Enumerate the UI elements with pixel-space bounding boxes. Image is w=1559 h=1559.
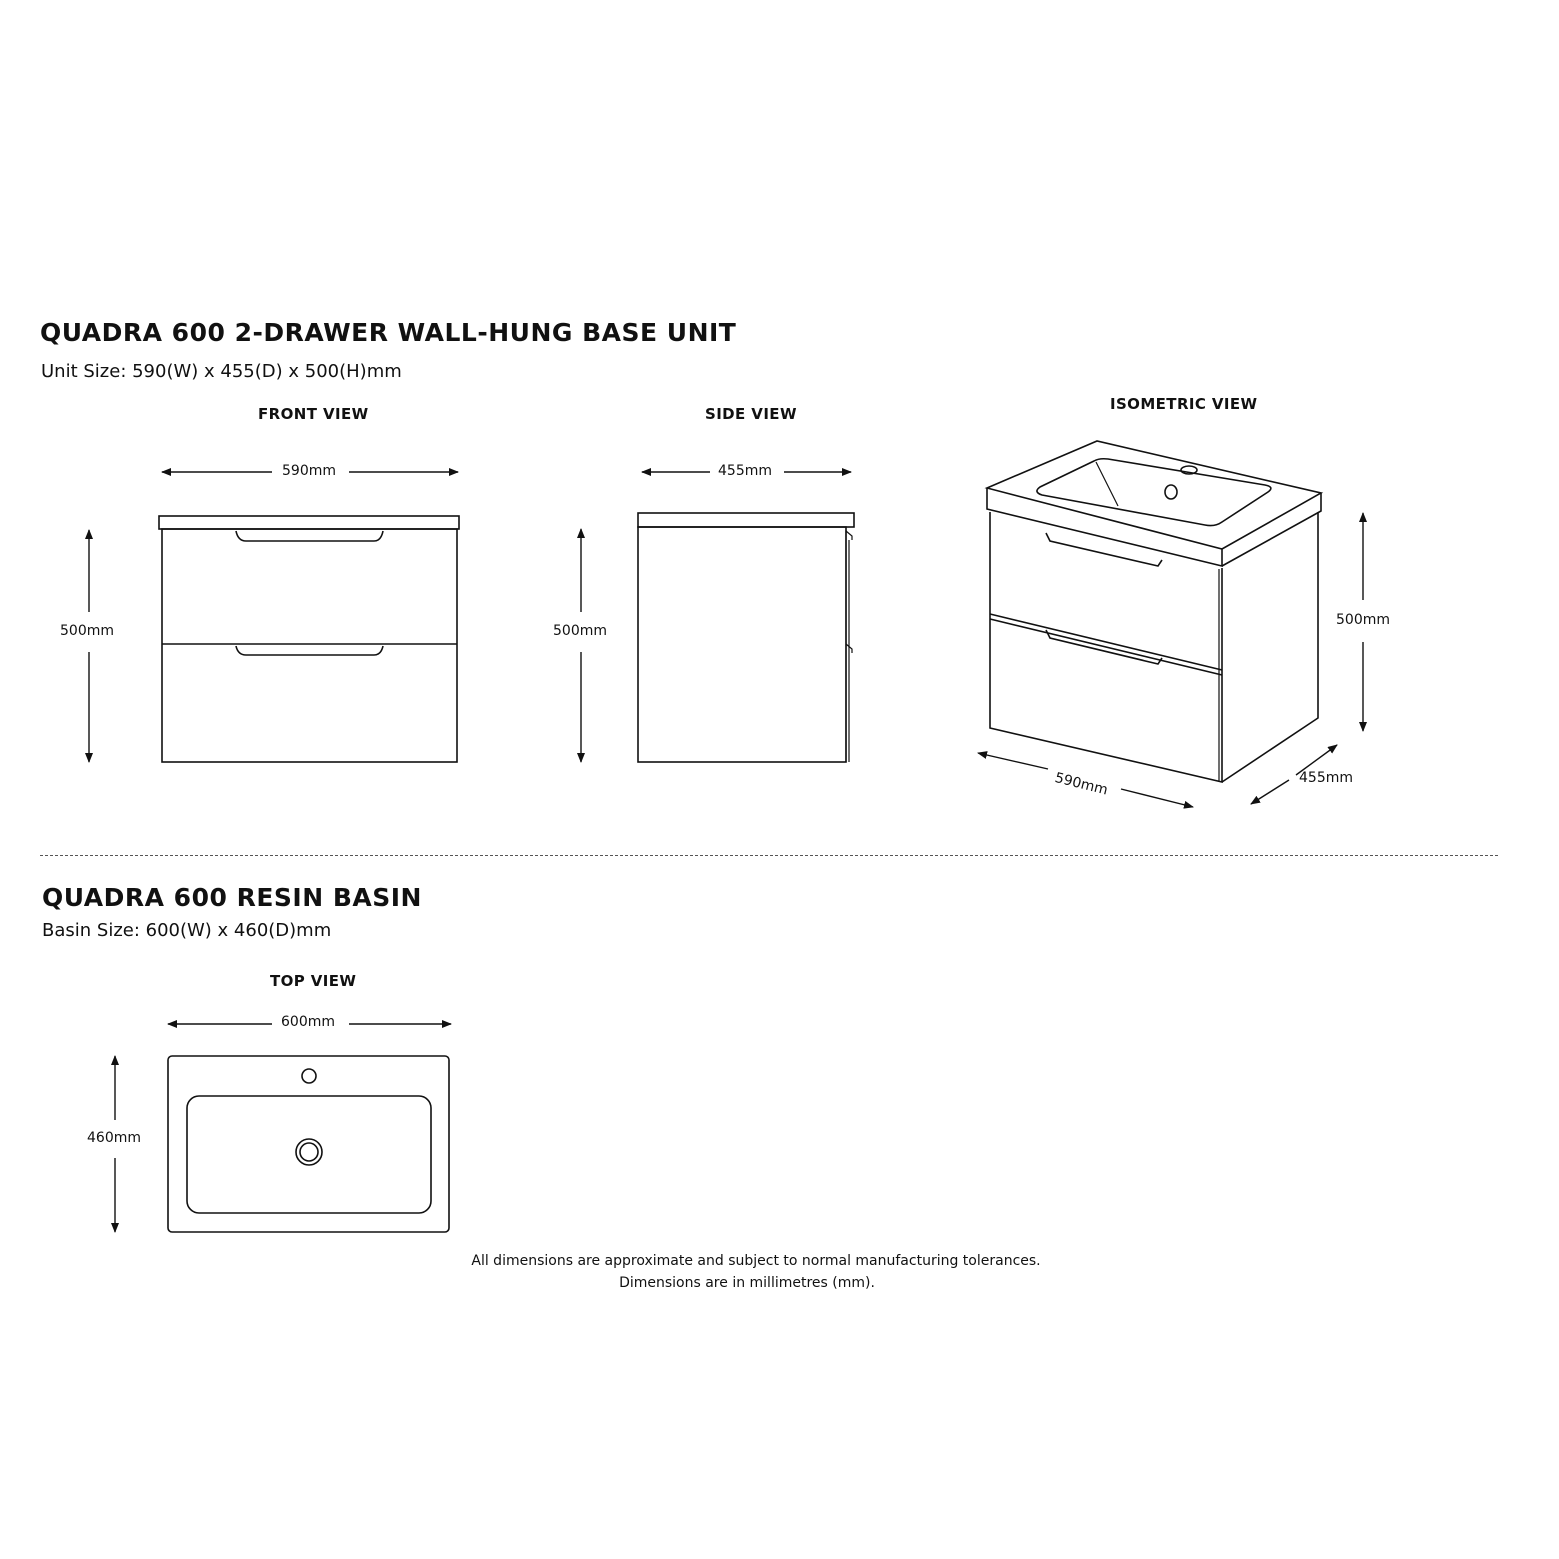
iso-basin-side-edge: [1222, 493, 1321, 566]
basin-bowl: [187, 1096, 431, 1213]
front-cabinet-body: [162, 529, 457, 762]
side-top-slab: [638, 513, 854, 527]
iso-width-dim: 590mm: [1053, 770, 1110, 799]
iso-depth-arrow-up: [1296, 745, 1337, 775]
iso-drawer-divider-bottom: [990, 619, 1222, 675]
front-view-label: FRONT VIEW: [258, 405, 369, 423]
side-cabinet-body: [638, 527, 846, 762]
tolerance-note: All dimensions are approximate and subject to normal manufacturing tolerances.: [471, 1253, 1041, 1269]
side-view-drawing: [581, 472, 854, 762]
basin-size: Basin Size: 600(W) x 460(D)mm: [42, 920, 332, 941]
front-top-handle: [236, 531, 383, 541]
basin-title: QUADRA 600 RESIN BASIN: [42, 883, 422, 912]
iso-cabinet-side: [1222, 512, 1318, 782]
unit-size: Unit Size: 590(W) x 455(D) x 500(H)mm: [41, 361, 402, 382]
units-note: Dimensions are in millimetres (mm).: [619, 1275, 875, 1291]
basin-waste-inner: [300, 1143, 318, 1161]
basin-tap-hole: [302, 1069, 316, 1083]
front-height-dim: 500mm: [60, 623, 114, 639]
iso-bowl-inner-edge: [1096, 462, 1118, 506]
iso-basin-top: [987, 441, 1321, 549]
iso-bowl-outline: [1037, 459, 1271, 526]
front-view-drawing: [89, 472, 459, 762]
basin-depth-dim: 460mm: [87, 1130, 141, 1146]
top-view-label: TOP VIEW: [270, 972, 357, 990]
side-depth-dim: 455mm: [718, 463, 772, 479]
side-view-label: SIDE VIEW: [705, 405, 797, 423]
iso-height-dim: 500mm: [1336, 612, 1390, 628]
side-height-dim: 500mm: [553, 623, 607, 639]
iso-width-arrow-left: [978, 753, 1048, 769]
iso-depth-arrow: [1251, 780, 1289, 804]
side-top-handle: [846, 531, 852, 540]
front-top-slab: [159, 516, 459, 529]
front-bottom-handle: [236, 646, 383, 655]
iso-depth-dim: 455mm: [1299, 770, 1353, 786]
front-width-dim: 590mm: [282, 463, 336, 479]
basin-width-dim: 600mm: [281, 1014, 335, 1030]
isometric-view-label: ISOMETRIC VIEW: [1110, 395, 1258, 413]
iso-width-arrow-right: [1121, 789, 1193, 807]
isometric-view-drawing: [978, 441, 1363, 807]
iso-drawer-divider-top: [990, 614, 1222, 670]
basin-top-view-drawing: [115, 1024, 451, 1232]
iso-waste-outlet: [1165, 485, 1177, 499]
unit-title: QUADRA 600 2-DRAWER WALL-HUNG BASE UNIT: [40, 318, 737, 347]
